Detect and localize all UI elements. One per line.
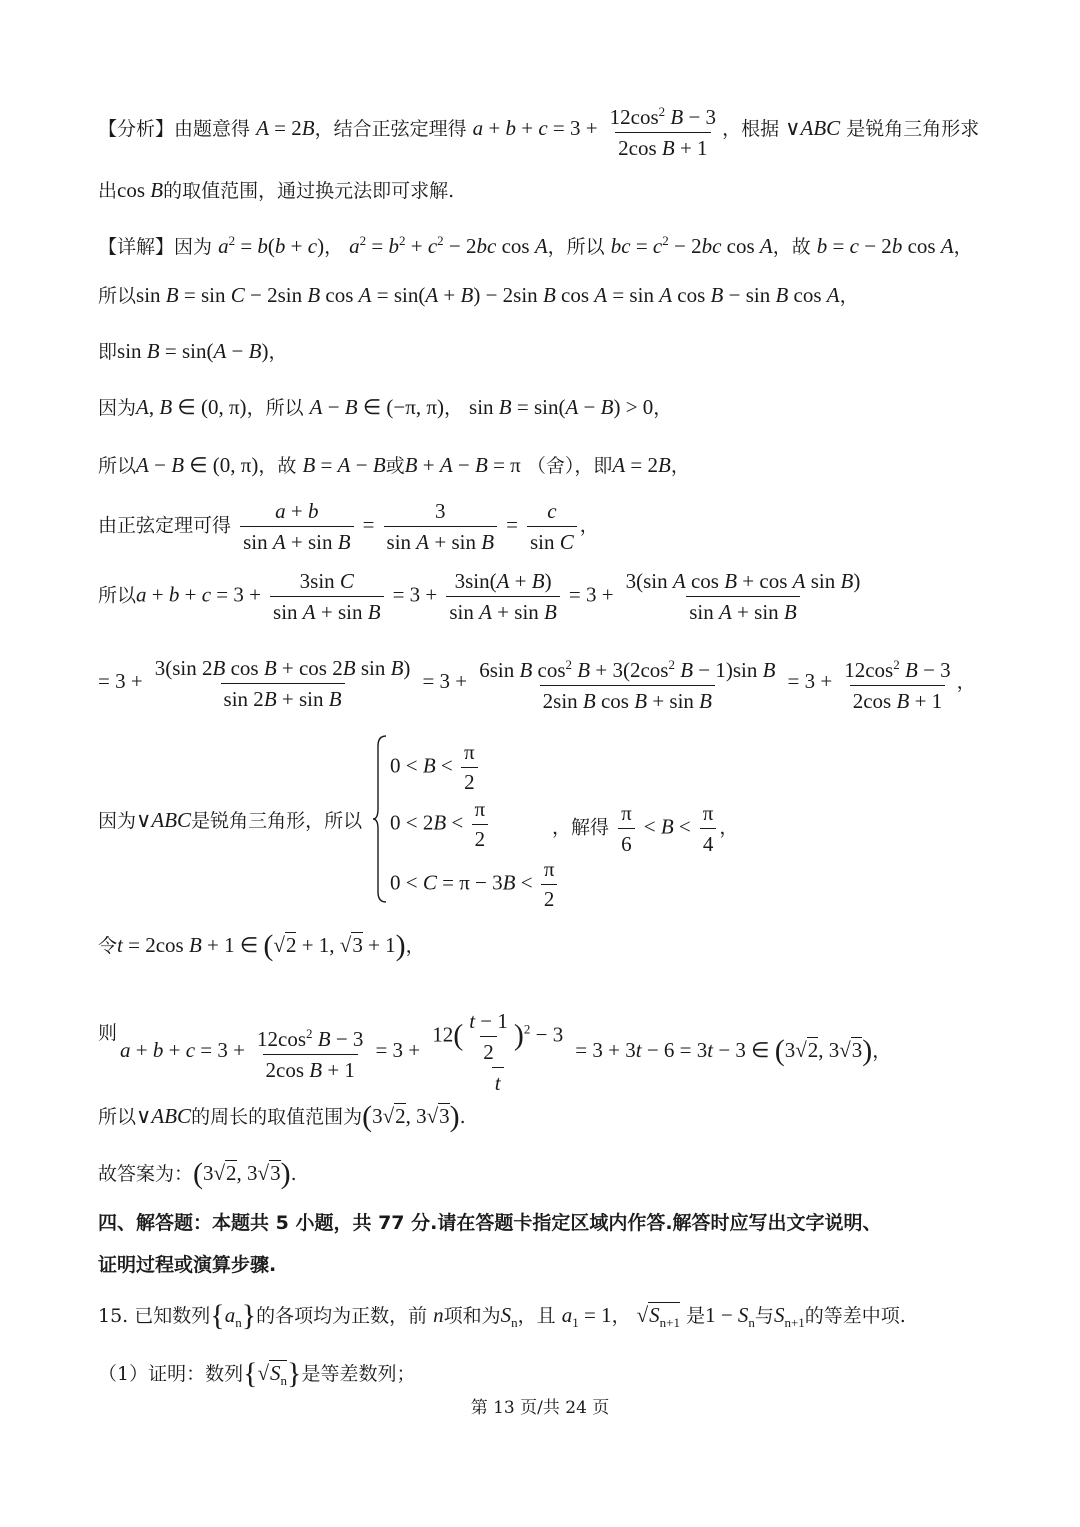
analysis-line-2: 出cos B的取值范围，通过换元法即可求解. <box>98 178 455 202</box>
fraction: $\frac{3}{\text{sin A + sin B}}$ <box>384 498 498 555</box>
section-heading-line-1: 四、解答题：本题共 5 小题，共 77 分.请在答题卡指定区域内作答.解答时应写出文字说明、 <box>98 1212 882 1234</box>
detail-line-3: 即sin B = sin(A − B)， <box>98 339 288 363</box>
left-brace-icon <box>372 734 388 904</box>
page-footer: 第 13 页/共 24 页 <box>470 1398 610 1418</box>
fraction: $\frac{\pi}{2}$ <box>461 740 478 795</box>
fraction: $\frac{\text{3(sin A cos B + cos A sin B)}}{\text{sin A + sin B}}$ <box>625 569 861 624</box>
answer-line: 故答案为：(3√2, 3√3). <box>98 1157 297 1190</box>
fraction: $\frac{c}{\text{sin C}}$ <box>527 498 577 555</box>
detail-line-11: a + b + c = 3 + $\frac{12\cos^2 B - 3}{\text{2cos B + 1}}$ = 3 + 12( $\frac{t - 1}{2}$ )$^2$ − 3 t = 3 + 3t − 6 = 3t − 3 ∈ (3√2, 3√3)， <box>120 1009 892 1095</box>
section-heading-line-2: 证明过程或演算步骤. <box>98 1254 277 1276</box>
detail-line-9: 因为∨ABC是锐角三角形，所以 <box>98 808 363 832</box>
detail-line-2: 所以sin B = sin C − 2sin B cos A = sin(A + B) − 2sin B cos A = sin A cos B − sin B cos A， <box>98 283 859 307</box>
question-15-part-1: （1）证明：数列$\{√S_n\}$是等差数列； <box>98 1357 416 1390</box>
fraction: $\frac{a + b}{\text{sin A + sin B}}$ <box>240 498 354 555</box>
question-number: 15. <box>98 1305 129 1327</box>
detail-line-9-result: ，解得 $\frac{\pi}{6}$ < B < $\frac{\pi}{4}$ ， <box>552 801 739 856</box>
detail-line-11-label: 则 <box>98 1022 118 1044</box>
analysis-label: 【分析】 <box>98 118 175 140</box>
detail-line-10: 令t = 2cos B + 1 ∈ (√2 + 1, √3 + 1)， <box>98 929 425 962</box>
case-3: 0 < C = π − 3B < $\frac{\pi}{2}$ <box>390 857 560 912</box>
fraction: $\frac{12\cos^2 B - 3}{\text{2cos B + 1}}$ <box>257 1026 364 1082</box>
fraction: $\frac{6\sin B \cos^2 B + 3(2\cos^2 B - 1)\sin B}{\text{2sin B cos B + sin B}}$ <box>479 657 776 713</box>
fraction: $\frac{\pi}{2}$ <box>472 797 489 852</box>
fraction: 12( $\frac{t - 1}{2}$ )$^2$ − 3 t <box>432 1009 564 1095</box>
detail-line-6: 由正弦定理可得 $\frac{a + b}{\text{sin A + sin B}}$ = $\frac{3}{\text{sin A + sin B}}$ = $\frac{c}{\text{sin C}}$ ， <box>98 499 599 554</box>
fraction: $\frac{\pi}{6}$ <box>618 800 635 857</box>
question-15: 15. 已知数列$\{a_n\}$的各项均为正数，前 n项和为$S_n$，且 $a_1 = 1$， $√S_{n+1}$ 是$1 - S_n$与$S_{n+1}$的等差中项. <box>98 1299 906 1332</box>
detail-line-7: 所以a + b + c = 3 + $\frac{\text{3sin C}}{\text{sin A + sin B}}$ = 3 + $\frac{3\sin(A + B)}{\text{sin A + sin B}}$ = 3 + $\frac{\text{3(sin A cos B + cos A sin B)}}{\text{sin A + sin B}}$ <box>98 568 866 625</box>
case-2: 0 < 2B < $\frac{\pi}{2}$ <box>390 797 491 852</box>
fraction: $\frac{\text{3sin C}}{\text{sin A + sin B}}$ <box>270 568 384 625</box>
fraction: $\frac{\pi}{2}$ <box>541 857 558 912</box>
fraction: $\frac{3\sin(A + B)}{\text{sin A + sin B}}$ <box>446 568 560 625</box>
detail-line-8: = 3 + $\frac{\text{3(sin 2B cos B + cos 2B sin B)}}{\text{sin 2B + sin B}}$ = 3 + $\frac{6\sin B \cos^2 B + 3(2\cos^2 B - 1)\sin B}{\text{2sin B cos B + sin B}}$ = 3 + $\frac{12\cos^2 B - 3}{\text{2cos B + 1}}$ ， <box>98 652 976 714</box>
analysis-line-1: 【分析】由题意得 A = 2B，结合正弦定理得 a + b + c = 3 + $\frac{12\cos^2 B - 3}{\text{2cos B + 1}}$ ，根据 ∨ABC 是锐角三角形求 <box>98 99 979 161</box>
detail-line-4: 因为A, B ∈ (0, π)，所以 A − B ∈ (−π, π)， sin B = sin(A − B) > 0， <box>98 395 673 419</box>
case-1: 0 < B < $\frac{\pi}{2}$ <box>390 740 481 795</box>
detail-line-5: 所以A − B ∈ (0, π)，故 B = A − B或B + A − B = π （舍），即A = 2B， <box>98 453 690 477</box>
fraction: $\frac{\text{3(sin 2B cos B + cos 2B sin B)}}{\text{sin 2B + sin B}}$ <box>154 655 411 711</box>
math-a-eq-2b: A = 2B <box>256 116 315 140</box>
fraction: $\frac{12\cos^2 B - 3}{\text{2cos B + 1}}$ <box>609 104 717 160</box>
fraction: $\frac{12\cos^2 B - 3}{\text{2cos B + 1}}$ <box>844 657 951 713</box>
fraction: $\frac{\pi}{4}$ <box>700 800 717 857</box>
detail-line-1: 【详解】因为 $a^2 = b(b + c)$， $a^2 = b^2 + c^2 - 2bc$ cos A，所以 bc = $c^2 - 2bc$ cos A，故 b = c − 2b cos A， <box>98 233 973 258</box>
detail-line-12: 所以∨ABC的周长的取值范围为(3√2, 3√3). <box>98 1100 466 1133</box>
detail-label: 【详解】 <box>98 236 175 258</box>
